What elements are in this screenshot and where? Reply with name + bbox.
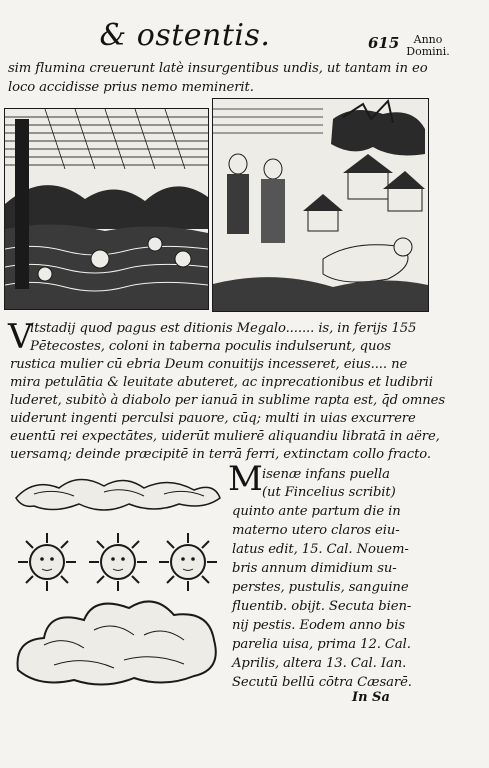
text-line: uersamq; deinde præcipitē in terrā ferri, extinctam collo fracto. bbox=[10, 447, 431, 462]
text-line: Pētecostes, coloni in taberna poculis indulserunt, quos bbox=[30, 339, 391, 354]
drop-cap-m: M bbox=[228, 459, 263, 499]
text-line: mira petulātia & leuitate abuteret, ac inprecationibus et ludibrii bbox=[10, 375, 433, 390]
text-line: nij pestis. Eodem anno bis bbox=[232, 618, 405, 633]
text-line: luderet, subitò à diabolo per ianuā in sublime rapta est, q̄d omnes bbox=[10, 393, 446, 408]
flood-woodcut bbox=[4, 108, 209, 310]
text-line: perstes, pustulis, sanguine bbox=[232, 580, 409, 595]
text-line: parelia uisa, prima 12. Cal. bbox=[232, 637, 411, 652]
text-line: bris annum dimidium su- bbox=[232, 561, 397, 576]
suns-clouds-woodcut bbox=[14, 470, 222, 692]
text-line: Secutū bellū cōtra Cæsarē. bbox=[232, 675, 412, 690]
text-line: uiderunt ingenti perculsi pauore, cūq; multi in uias excurrere bbox=[10, 411, 416, 426]
folio-number: 615 bbox=[368, 34, 400, 52]
catchword: In Sa bbox=[352, 690, 390, 705]
text-line: itstadij quod pagus est ditionis Megalo....... is, in ferijs 155 bbox=[30, 321, 417, 336]
text-line: euentū rei expectātes, uiderūt mulierē aliquandiu libratā in aëre, bbox=[10, 429, 440, 444]
text-line: latus edit, 15. Cal. Nouem- bbox=[232, 542, 409, 557]
drop-cap-v: V bbox=[8, 317, 33, 357]
text-line: (ut Fincelius scribit) bbox=[262, 485, 396, 500]
text-line: sim flumina creuerunt latè insurgentibus undis, ut tantam in eo bbox=[8, 61, 428, 76]
demon-village-woodcut bbox=[212, 98, 429, 312]
text-line: Aprilis, altera 13. Cal. Ian. bbox=[232, 656, 407, 671]
text-line: materno utero claros eiu- bbox=[232, 523, 400, 538]
text-line: fluentib. obijt. Secuta bien- bbox=[232, 599, 412, 614]
running-title: & ostentis. bbox=[99, 18, 271, 53]
text-line: loco accidisse prius nemo meminerit. bbox=[8, 80, 254, 95]
text-line: rustica mulier cū ebria Deum conuitijs incesseret, eius.... ne bbox=[10, 357, 408, 372]
text-line: quinto ante partum die in bbox=[232, 504, 401, 519]
text-line: isenæ infans puella bbox=[262, 467, 390, 482]
margin-year-label: Anno Domini. bbox=[406, 33, 450, 58]
